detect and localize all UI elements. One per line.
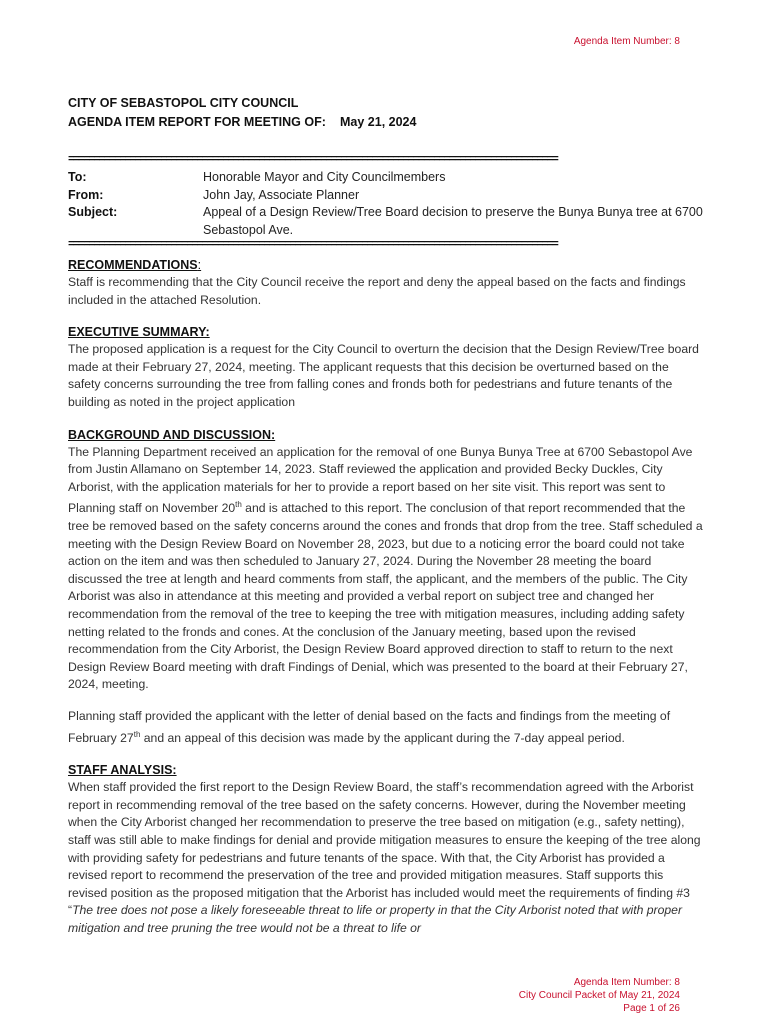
- background-p2-a: Planning staff provided the applicant with the letter of denial based on the facts and findings from the meeting of February 27: [68, 708, 671, 745]
- subject-value: Appeal of a Design Review/Tree Board decision to preserve the Bunya Bunya tree at 6700 Sebastopol Ave.: [203, 205, 703, 237]
- meeting-line: [68, 113, 704, 132]
- background-p2-sup: th: [133, 729, 141, 739]
- executive-summary-heading: EXECUTIVE SUMMARY:: [68, 325, 210, 340]
- executive-summary-text: The proposed application is a request for the City Council to overturn the decision that the Design Review/Tree board made at their February 27, 2024, meeting. The applicant requests that this decision be overturned based on the safety concerns surrounding the tree from falling cones and fronds both for pedestrians and future tenants of the building as noted in the project application: [68, 342, 699, 409]
- background-p1-sup: th: [235, 500, 242, 510]
- meeting-date: May 21, 2024: [340, 115, 417, 129]
- memo-block: [68, 169, 704, 239]
- recommendations-heading: [68, 256, 704, 274]
- memo-to: [68, 169, 704, 187]
- to-value: Honorable Mayor and City Councilmembers: [203, 170, 446, 184]
- background-paragraph-1: [68, 444, 704, 694]
- to-label: To:: [68, 170, 87, 184]
- council-title: CITY OF SEBASTOPOL CITY COUNCIL: [68, 96, 299, 110]
- recommendations-heading-text: RECOMMENDATIONS: [68, 258, 198, 272]
- memo-subject: [68, 204, 704, 239]
- memo-from: [68, 187, 704, 205]
- footer-page-number: Page 1 of 26: [623, 1003, 680, 1014]
- staff-analysis-a: When staff provided the first report to the Design Review Board, the staff’s recommendation agreed with the Arborist report in recommending removal of the tree based on the safety concerns. However, during the November meeting when the City Arborist changed her recommendation to preserve the tree based on mitigation (e.g., safety netting), staff was still able to make findings for denial and provide mitigation measures to ensure the keeping of the tree along with providing safety for pedestrians and future tenants of the space. With that, the City Arborist has provided a revised report to recommend the preservation of the tree and provided mitigation measures. Staff supports this revised position as the proposed mitigation that the Arborist has included would meet the requirements of finding #3 “: [68, 780, 701, 918]
- background-p2-b: and an appeal of this decision was made by the applicant during the 7-day appeal period.: [140, 730, 625, 745]
- header-agenda-item: Agenda Item Number: 8: [573, 36, 680, 47]
- subject-label: Subject:: [68, 205, 118, 219]
- separator-bottom: ===============================================================================================: [68, 239, 558, 251]
- separator-top: ===============================================================================================: [68, 154, 558, 166]
- staff-analysis-heading: STAFF ANALYSIS:: [68, 763, 177, 778]
- report-label: AGENDA ITEM REPORT FOR MEETING OF:: [68, 115, 326, 129]
- recommendations-colon: :: [197, 258, 202, 272]
- background-p1-a: The Planning Department received an application for the removal of one Bunya Bunya Tree at 6700 Sebastopol Ave from Justin Allamano on September 14, 2023. Staff reviewed the application and provided Becky Duckles, City Arborist, with the application materials for her to provide a report based on her site visit. This report was sent to Planning staff on November 20: [68, 444, 693, 516]
- report-body: [68, 94, 704, 938]
- background-p1-b: and is attached to this report. The conclusion of that report recommended that the tree be removed based on the safety concerns around the cones and fronds that drop from the tree. Staff scheduled a meeting with the Design Review Board on November 28, 2023, but due to a noticing error the board could not take action on the item and was then scheduled to January 27, 2024. During the November 28 meeting the board discussed the tree at length and heard comments from staff, the applicant, and the members of the public. The City Arborist was also in attendance at this meeting and provided a verbal report on subject tree and changed her recommendation from the removal of the tree to keeping the tree with mitigation measures, including adding safety netting related to the fronds and cones. At the conclusion of the January meeting, based upon the revised recommendation from the City Arborist, the Design Review Board approved direction to staff to return to the next Design Review Board meeting with draft Findings of Denial, which was presented to the board at their February 27, 2024, meeting.: [68, 501, 703, 692]
- footer-packet: City Council Packet of May 21, 2024: [518, 990, 680, 1001]
- page-footer: [519, 976, 680, 1015]
- recommendations-text: Staff is recommending that the City Council receive the report and deny the appeal based on the facts and findings included in the attached Resolution.: [68, 275, 686, 307]
- staff-analysis-italic: The tree does not pose a likely foreseeable threat to life or property in that the City Arborist noted that with proper mitigation and tree pruning the tree would not be a threat to life or: [68, 903, 682, 935]
- from-value: John Jay, Associate Planner: [203, 187, 360, 202]
- background-paragraph-2: [68, 708, 704, 747]
- background-heading: BACKGROUND AND DISCUSSION:: [68, 427, 276, 442]
- from-label: From:: [68, 187, 104, 202]
- staff-analysis-text: [68, 779, 704, 937]
- footer-agenda-item: Agenda Item Number: 8: [573, 977, 680, 988]
